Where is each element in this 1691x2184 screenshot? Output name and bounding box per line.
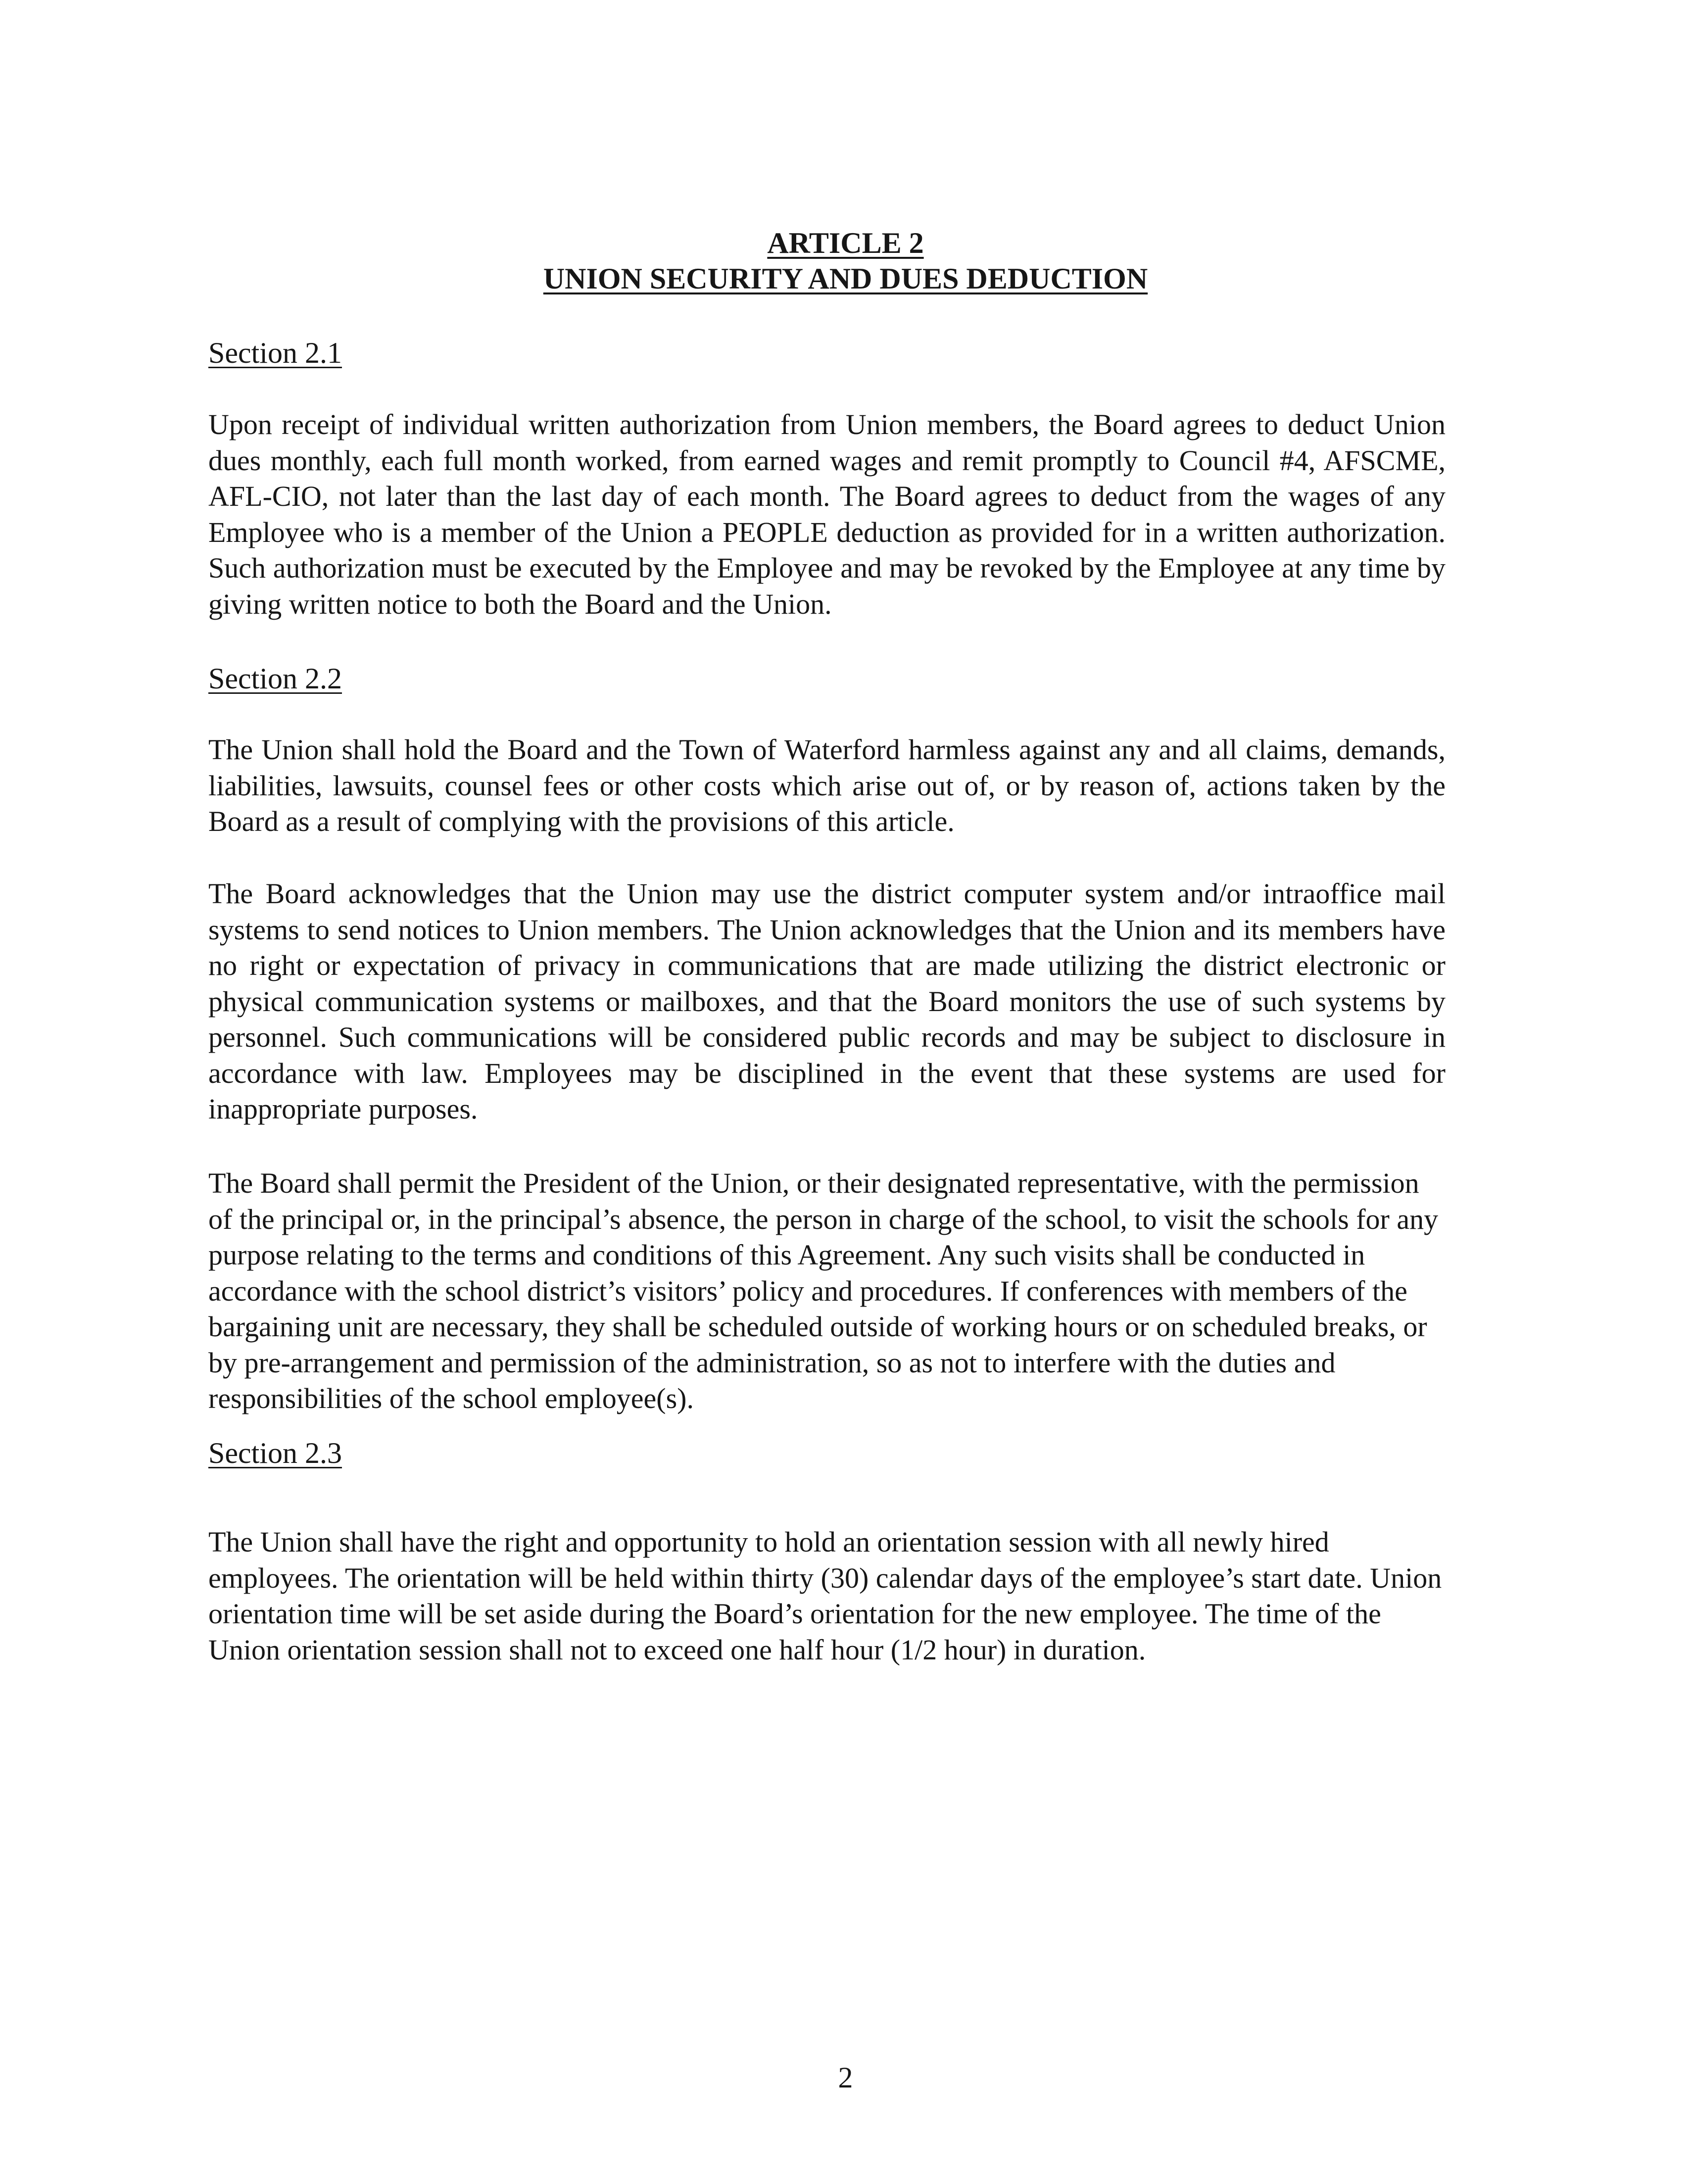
section-2-2-label: Section 2.2 — [208, 662, 342, 695]
article-number-heading: ARTICLE 2 — [767, 227, 924, 259]
article-title-heading: UNION SECURITY AND DUES DEDUCTION — [543, 262, 1148, 295]
page-number: 2 — [838, 2061, 853, 2094]
section-2-3-label: Section 2.3 — [208, 1437, 342, 1469]
section-2-2-paragraph-1: The Union shall hold the Board and the Town of Waterford harmless against any and all claims, demands, liabilities, lawsuits, counsel fees or other costs which arise out of, or by reason of, actions taken by the Board as a result of complying with the provisions of this article. — [208, 733, 1446, 837]
section-2-3-paragraph-1: The Union shall have the right and opportunity to hold an orientation session with all newly hired employees. The orientation will be held within thirty (30) calendar days of the employee’s start date. Union orientation time will be set aside during the Board’s orientation for the new employee. The time of the Union orientation session shall not to exceed one half hour (1/2 hour) in duration. — [208, 1526, 1442, 1666]
section-2-1-label: Section 2.1 — [208, 337, 342, 369]
section-2-2-paragraph-3: The Board shall permit the President of the Union, or their designated representative, with the permission of the principal or, in the principal’s absence, the person in charge of the school, to visit the schools for any purpose relating to the terms and conditions of this Agreement. Any such visits shall be conducted in accordance with the school district’s visitors’ policy and procedures. If conferences with members of the bargaining unit are necessary, they shall be scheduled outside of working hours or on scheduled breaks, or by pre-arrangement and permission of the administration, so as not to interfere with the duties and responsibilities of the school employee(s). — [208, 1167, 1439, 1414]
section-2-2-paragraph-2: The Board acknowledges that the Union may use the district computer system and/or intraoffice mail systems to send notices to Union members. The Union acknowledges that the Union and its members have no right or expectation of privacy in communications that are made utilizing the district electronic or physical communication systems or mailboxes, and that the Board monitors the use of such systems by personnel. Such communications will be considered public records and may be subject to disclosure in accordance with law. Employees may be disciplined in the event that these systems are used for inappropriate purposes. — [208, 877, 1446, 1125]
section-2-1-paragraph-1: Upon receipt of individual written authorization from Union members, the Board agrees to deduct Union dues monthly, each full month worked, from earned wages and remit promptly to Council #4, AFSCME, AFL-CIO, not later than the last day of each month. The Board agrees to deduct from the wages of any Employee who is a member of the Union a PEOPLE deduction as provided for in a written authorization. Such authorization must be executed by the Employee and may be revoked by the Employee at any time by giving written notice to both the Board and the Union. — [208, 408, 1446, 620]
